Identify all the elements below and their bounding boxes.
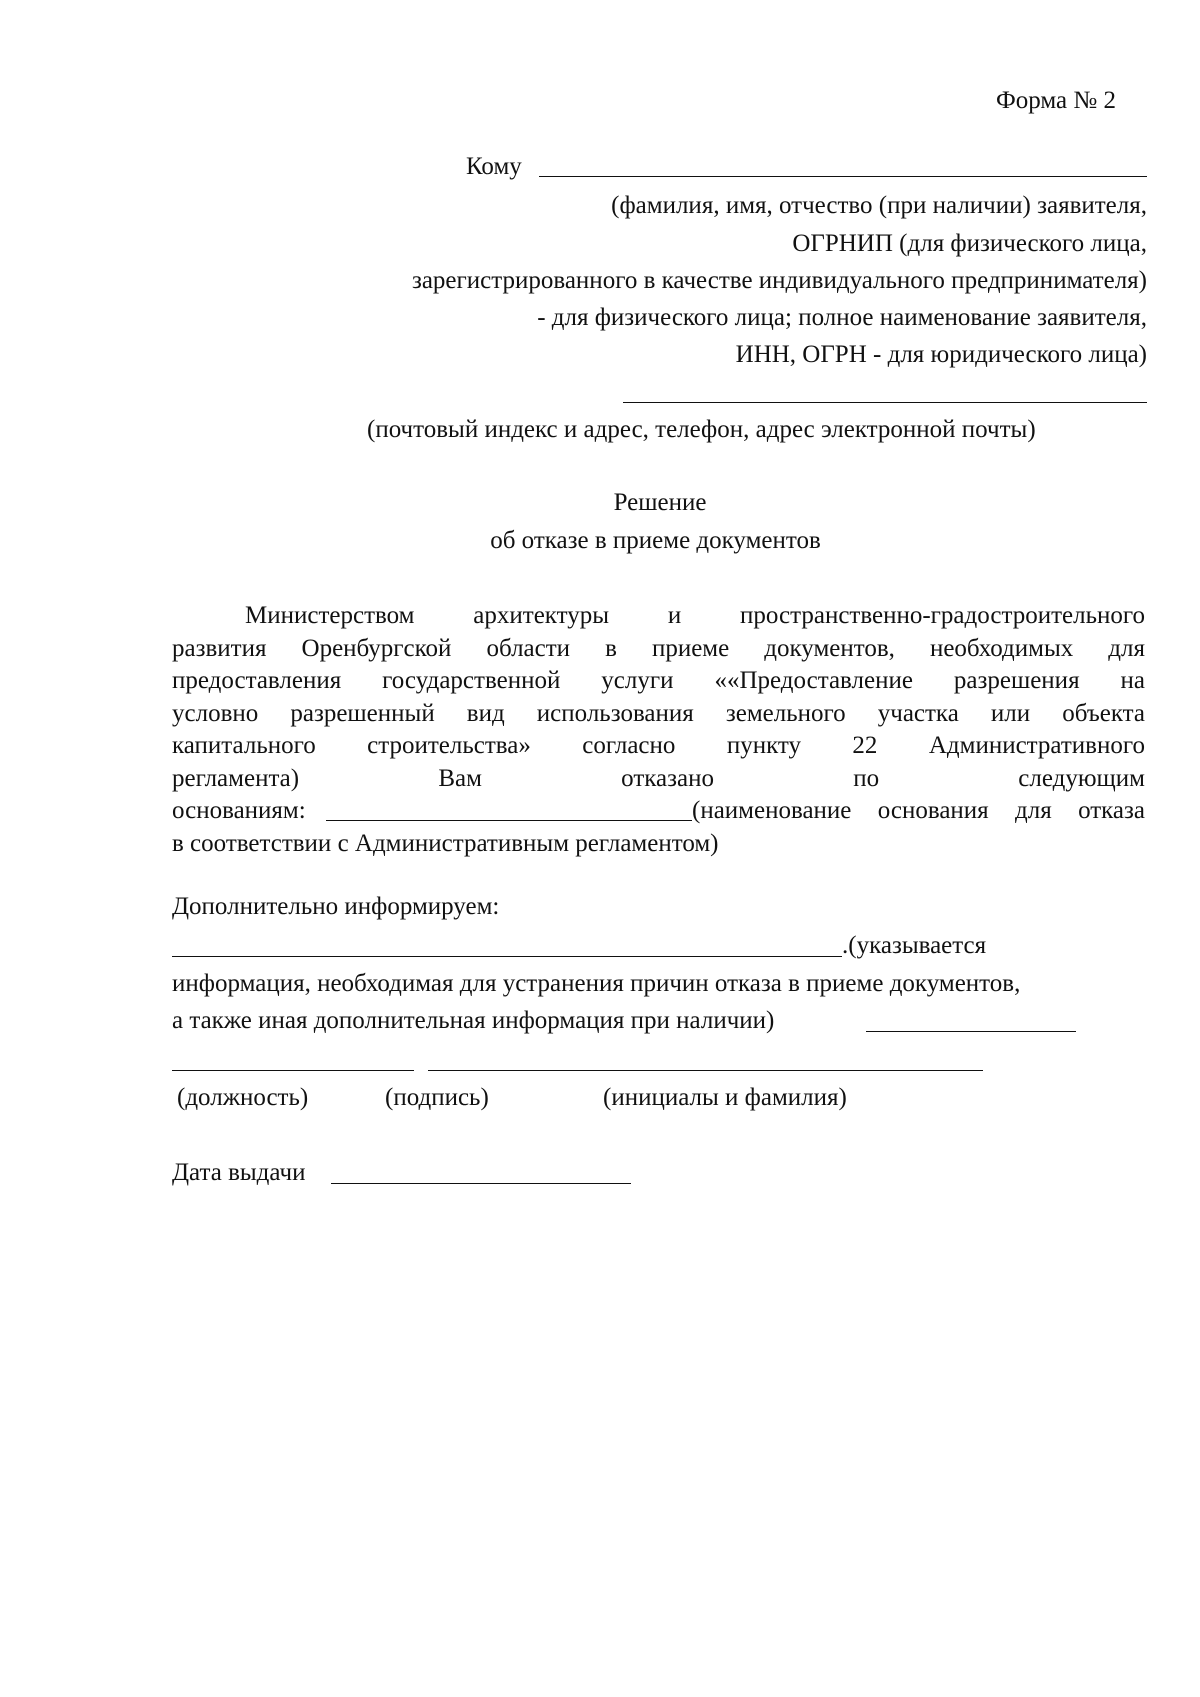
additional-info-line[interactable] bbox=[172, 956, 842, 957]
recipient-caption-line-1: (фамилия, имя, отчество (при наличии) заявителя, bbox=[611, 192, 1147, 219]
recipient-address-line[interactable] bbox=[623, 402, 1147, 403]
signature-name-caption: (инициалы и фамилия) bbox=[603, 1084, 847, 1111]
body-line-5: капитального строительства» согласно пункту 22 Административного bbox=[172, 732, 1145, 759]
recipient-address-caption: (почтовый индекс и адрес, телефон, адрес электронной почты) bbox=[367, 416, 1036, 443]
recipient-caption-line-5: ИНН, ОГРН - для юридического лица) bbox=[735, 341, 1147, 368]
document-title: Решение bbox=[613, 489, 707, 516]
additional-line-3: а также иная дополнительная информация при наличии) bbox=[172, 1007, 775, 1034]
signature-sign-caption: (подпись) bbox=[385, 1084, 489, 1111]
recipient-name-line[interactable] bbox=[539, 176, 1147, 177]
additional-label: Дополнительно информируем: bbox=[172, 893, 500, 920]
recipient-to-label: Кому bbox=[466, 153, 522, 180]
name-signature-line[interactable] bbox=[428, 1070, 983, 1071]
recipient-caption-line-4: - для физического лица; полное наименование заявителя, bbox=[537, 304, 1147, 331]
body-line-6: регламента) Вам отказано по следующим bbox=[172, 765, 1145, 792]
grounds-caption: (наименование основания для отказа bbox=[692, 797, 1145, 824]
grounds-line[interactable] bbox=[326, 820, 692, 821]
additional-indicated: .(указывается bbox=[842, 932, 987, 959]
issue-date-line[interactable] bbox=[331, 1183, 631, 1184]
position-signature-line[interactable] bbox=[172, 1070, 414, 1071]
additional-tail-line[interactable] bbox=[866, 1031, 1076, 1032]
recipient-caption-line-3: зарегистрированного в качестве индивидуального предпринимателя) bbox=[411, 267, 1147, 294]
form-number: Форма № 2 bbox=[996, 87, 1116, 114]
grounds-label: основаниям: bbox=[172, 797, 306, 824]
signature-position-caption: (должность) bbox=[177, 1084, 309, 1111]
body-line-3: предоставления государственной услуги ««Предоставление разрешения на bbox=[172, 667, 1145, 694]
additional-line-2: информация, необходимая для устранения причин отказа в приеме документов, bbox=[172, 970, 1021, 997]
issue-date-label: Дата выдачи bbox=[172, 1159, 306, 1186]
body-last-line: в соответствии с Административным регламентом) bbox=[172, 830, 719, 857]
body-line-4: условно разрешенный вид использования земельного участка или объекта bbox=[172, 700, 1145, 727]
recipient-caption-line-2: ОГРНИП (для физического лица, bbox=[792, 230, 1147, 257]
document-subtitle: об отказе в приеме документов bbox=[490, 527, 821, 554]
body-line-1: Министерством архитектуры и пространственно-градостроительного bbox=[245, 602, 1145, 629]
body-line-2: развития Оренбургской области в приеме документов, необходимых для bbox=[172, 635, 1145, 662]
